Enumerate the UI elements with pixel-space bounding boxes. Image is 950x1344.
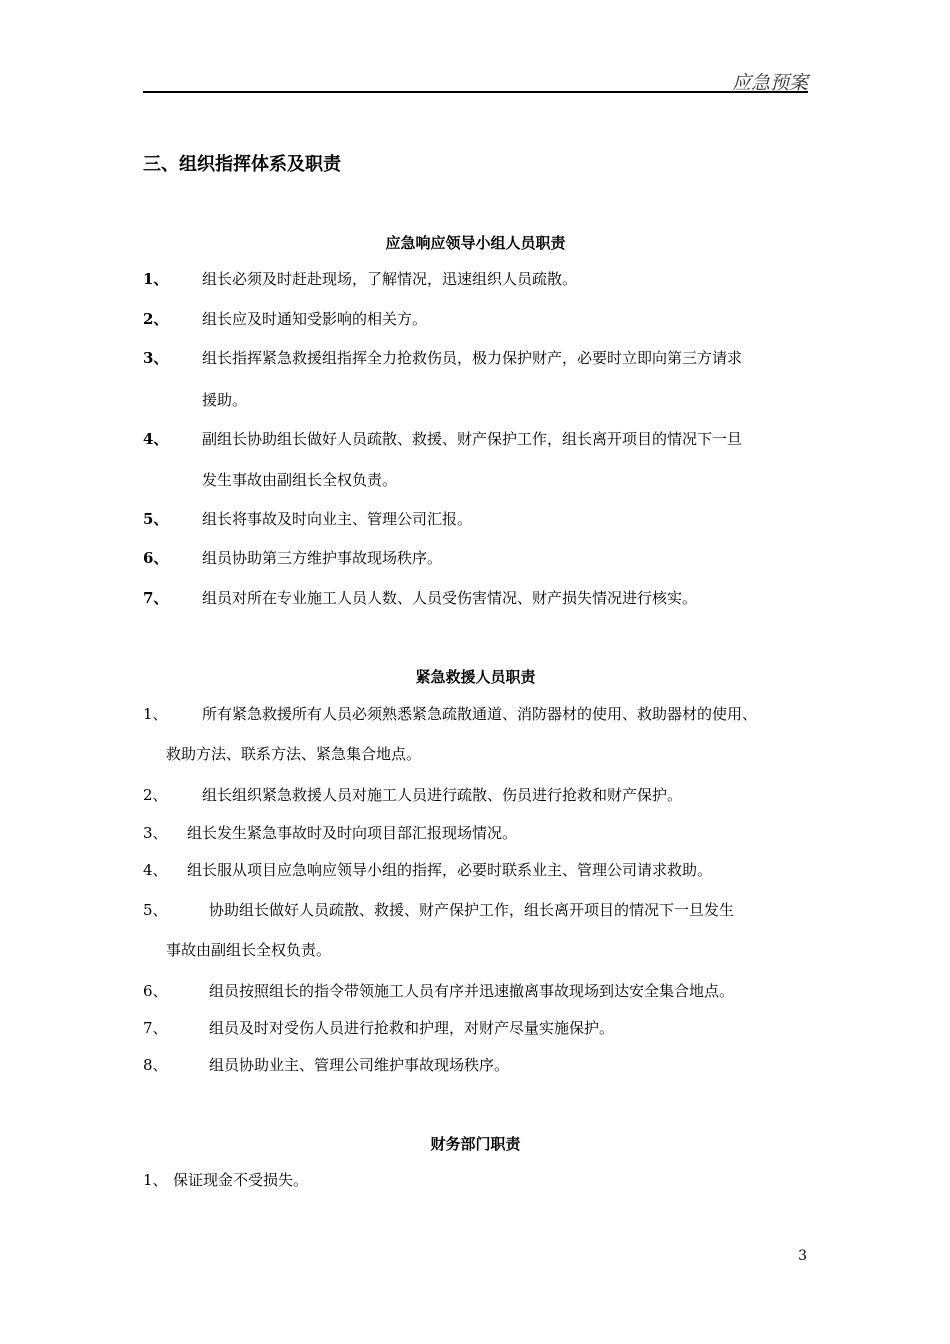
group-title: 紧急救援人员职责: [415, 668, 536, 686]
item-text: 组员对所在专业施工人员人数、人员受伤害情况、财产损失情况进行核实。: [202, 589, 698, 607]
item-number: 5、: [143, 901, 168, 919]
item-text: 组长服从项目应急响应领导小组的指挥，必要时联系业主、管理公司请求救助。: [187, 861, 713, 879]
item-text-cont: 事故由副组长全权负责。: [166, 941, 332, 959]
item-number: 4、: [143, 430, 169, 448]
group-title: 财务部门职责: [430, 1135, 521, 1153]
item-number: 8、: [143, 1056, 168, 1074]
item-number: 4、: [143, 861, 168, 879]
page-number: 3: [798, 1248, 807, 1264]
item-text: 组长指挥紧急救援组指挥全力抢救伤员，极力保护财产，必要时立即向第三方请求: [202, 349, 743, 367]
item-number: 2、: [143, 310, 169, 328]
header-title: 应急预案: [731, 72, 808, 94]
item-text: 组长将事故及时向业主、管理公司汇报。: [202, 510, 473, 528]
item-number: 3、: [143, 824, 168, 842]
item-text: 保证现金不受损失。: [173, 1171, 309, 1189]
item-number: 3、: [143, 349, 169, 367]
item-number: 1、: [143, 270, 169, 288]
item-number: 1、: [143, 705, 168, 723]
item-text: 组员协助业主、管理公司维护事故现场秩序。: [209, 1056, 510, 1074]
item-number: 7、: [143, 589, 169, 607]
item-text: 组员协助第三方维护事故现场秩序。: [202, 549, 443, 567]
item-text: 组长应及时通知受影响的相关方。: [202, 310, 428, 328]
item-text: 协助组长做好人员疏散、救援、财产保护工作，组长离开项目的情况下一旦发生: [209, 901, 735, 919]
item-number: 6、: [143, 549, 169, 567]
item-text: 组员及时对受伤人员进行抢救和护理，对财产尽量实施保护。: [209, 1019, 615, 1037]
item-text: 组长发生紧急事故时及时向项目部汇报现场情况。: [187, 824, 518, 842]
item-number: 6、: [143, 982, 168, 1000]
item-text-cont: 发生事故由副组长全权负责。: [202, 471, 398, 489]
item-text: 副组长协助组长做好人员疏散、救援、财产保护工作，组长离开项目的情况下一旦: [202, 430, 743, 448]
item-text: 组员按照组长的指令带领施工人员有序并迅速撤离事故现场到达安全集合地点。: [209, 982, 735, 1000]
item-text: 组长组织紧急救援人员对施工人员进行疏散、伤员进行抢救和财产保护。: [202, 786, 683, 804]
section-title: 三、组织指挥体系及职责: [143, 154, 341, 175]
item-number: 1、: [143, 1171, 168, 1189]
item-text-cont: 援助。: [202, 391, 248, 409]
item-text: 组长必须及时赶赴现场，了解情况，迅速组织人员疏散。: [202, 270, 578, 288]
item-text-cont: 救助方法、联系方法、紧急集合地点。: [166, 745, 422, 763]
item-number: 5、: [143, 510, 169, 528]
item-text: 所有紧急救援所有人员必须熟悉紧急疏散通道、消防器材的使用、救助器材的使用、: [202, 705, 758, 723]
header-rule: [143, 91, 808, 93]
item-number: 2、: [143, 786, 168, 804]
item-number: 7、: [143, 1019, 168, 1037]
group-title: 应急响应领导小组人员职责: [385, 234, 566, 252]
